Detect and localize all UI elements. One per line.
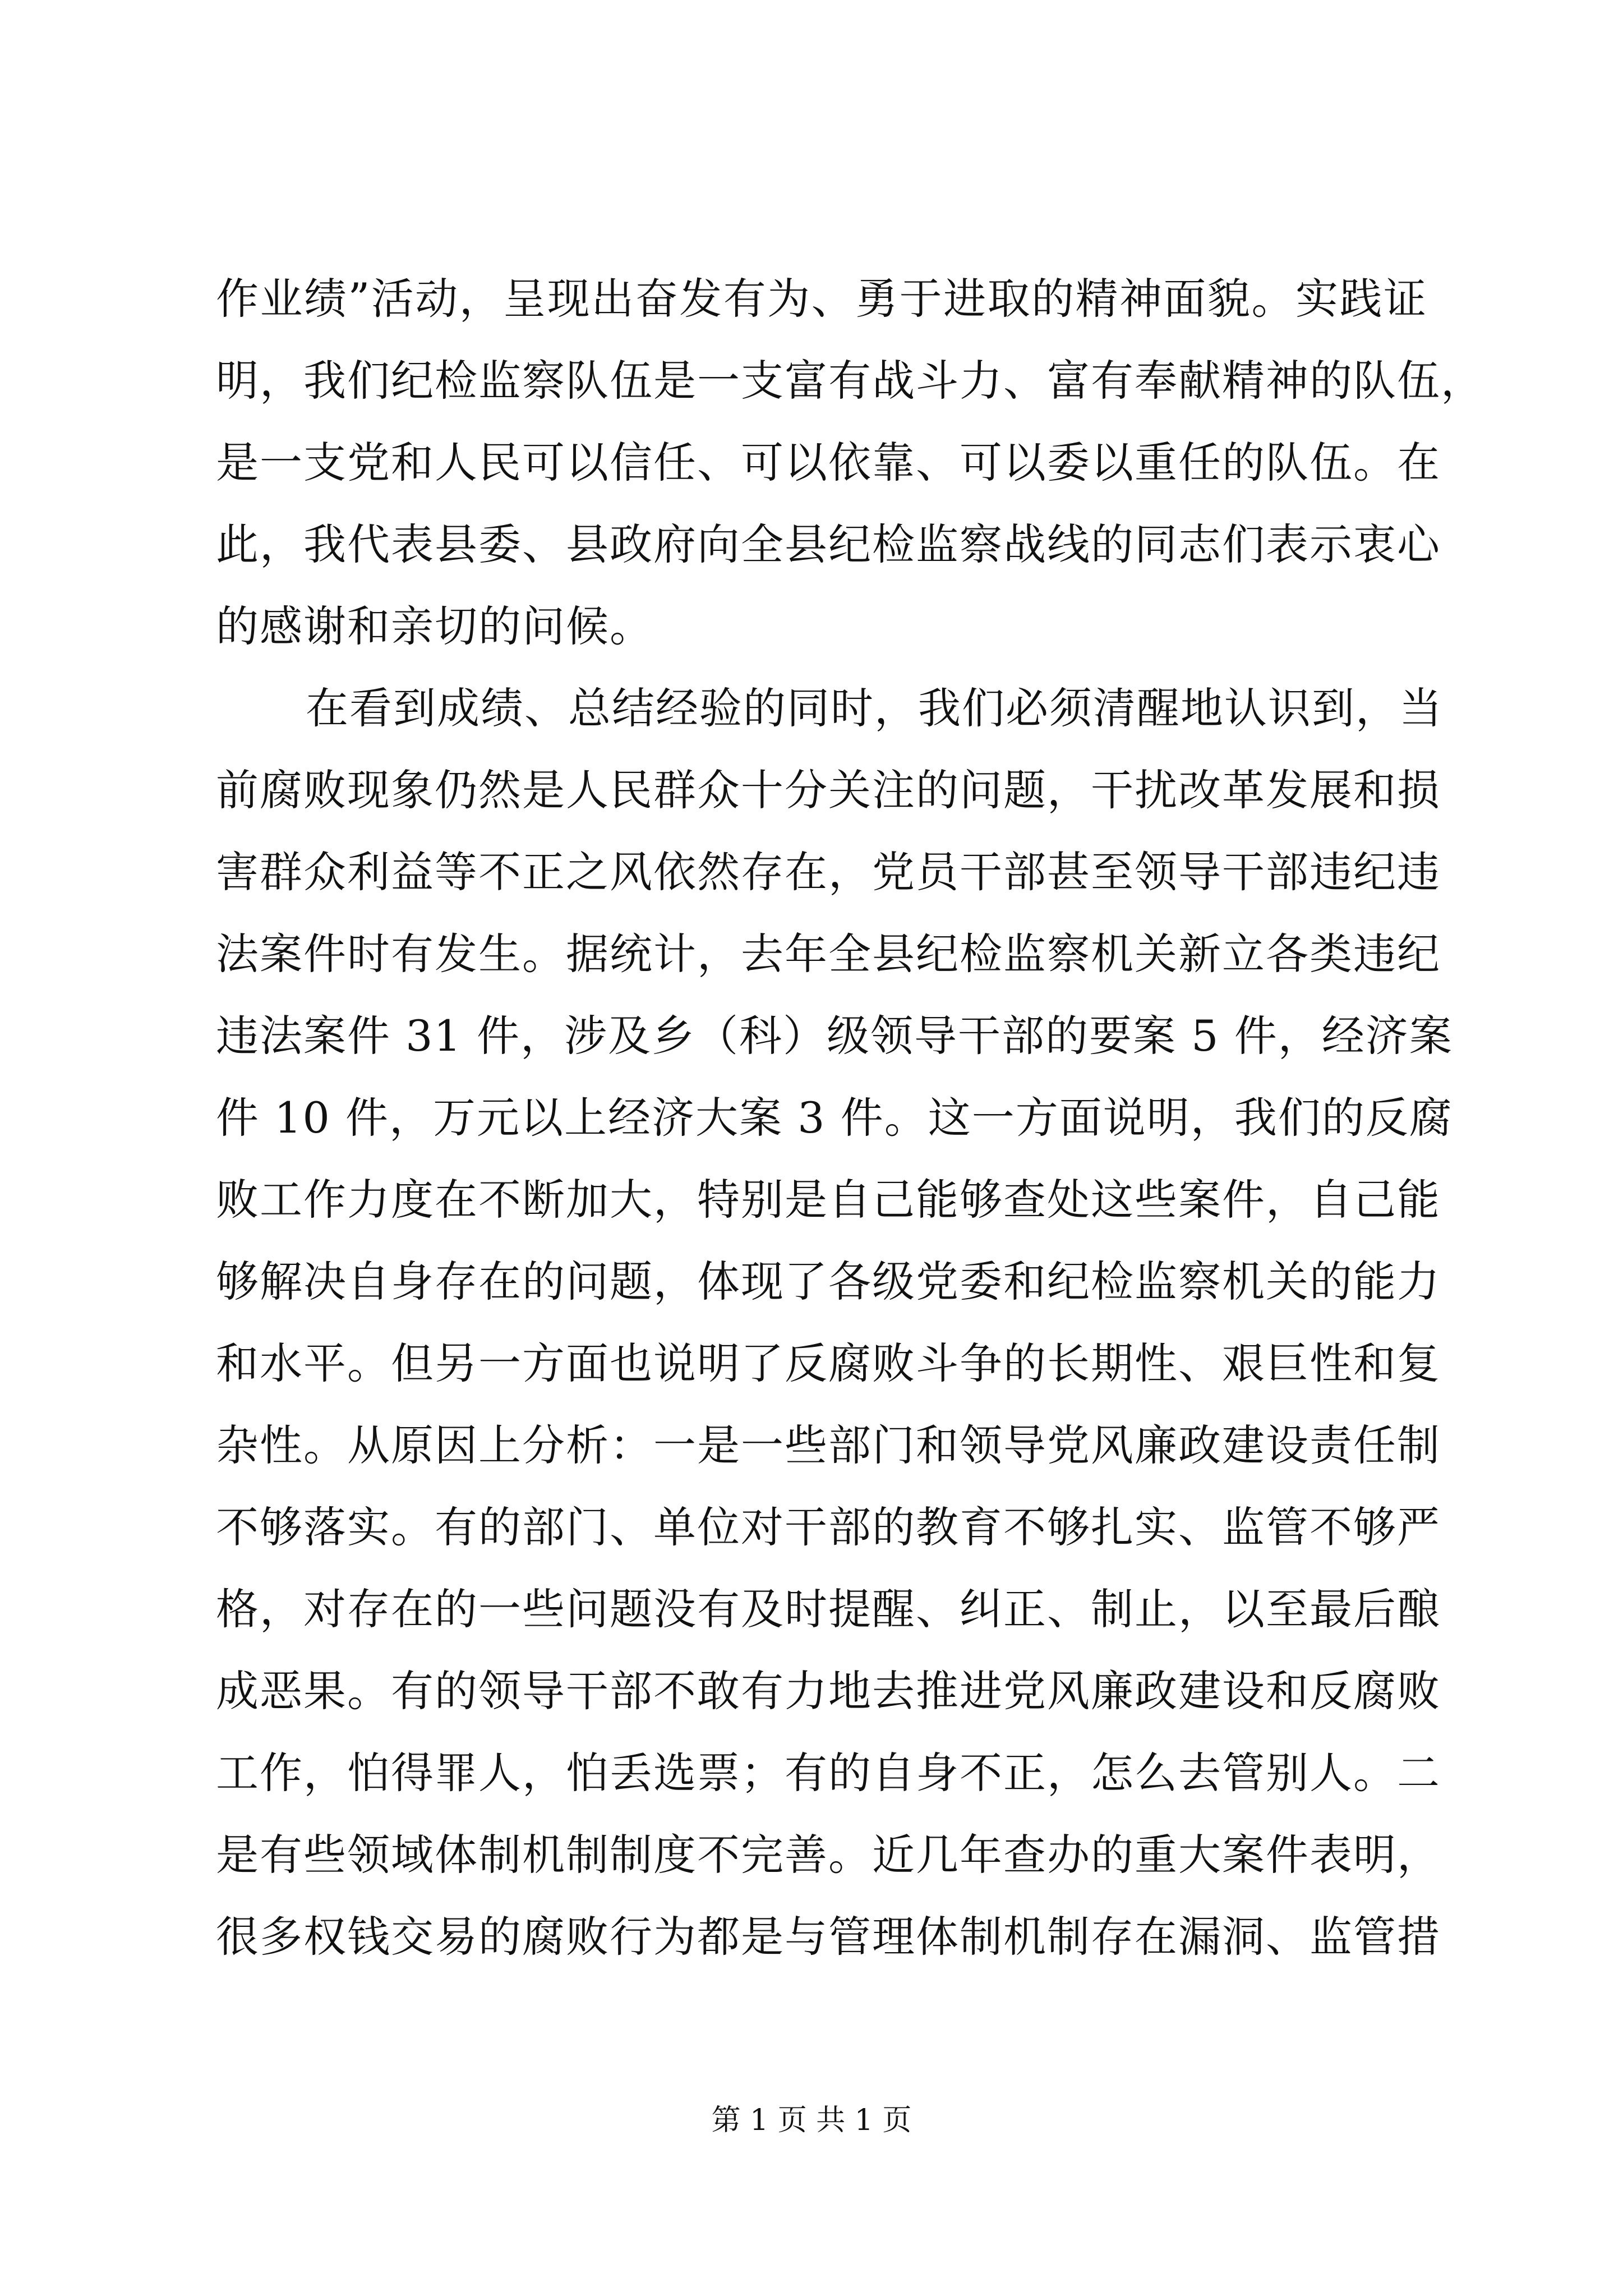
text-line: 法案件时有发生。据统计，去年全县纪检监察机关新立各类违纪 [216, 929, 1441, 979]
text-line: 够解决自身存在的问题，体现了各级党委和纪检监察机关的能力 [216, 1257, 1441, 1306]
text-line: 明，我们纪检监察队伍是一支富有战斗力、富有奉献精神的队伍， [216, 356, 1484, 406]
text-line: 在看到成绩、总结经验的同时，我们必须清醒地认识到，当 [306, 683, 1443, 733]
text-line: 很多权钱交易的腐败行为都是与管理体制机制存在漏洞、监管措 [216, 1912, 1441, 1962]
text-line: 败工作力度在不断加大，特别是自己能够查处这些案件，自己能 [216, 1175, 1441, 1225]
text-line: 不够落实。有的部门、单位对干部的教育不够扎实、监管不够严 [216, 1502, 1441, 1552]
text-line: 作业绩”活动，呈现出奋发有为、勇于进取的精神面貌。实践证 [216, 274, 1427, 324]
body-text [216, 258, 1484, 1978]
text-line: 成恶果。有的领导干部不敢有力地去推进党风廉政建设和反腐败 [216, 1666, 1441, 1716]
text-line: 此，我代表县委、县政府向全县纪检监察战线的同志们表示衷心 [216, 519, 1441, 569]
page-footer: 第 1 页 共 1 页 [711, 2104, 912, 2137]
text-line: 违法案件 31 件，涉及乡（科）级领导干部的要案 5 件，经济案 [216, 1011, 1453, 1061]
text-line: 是一支党和人民可以信任、可以依靠、可以委以重任的队伍。在 [216, 438, 1441, 487]
text-line: 是有些领域体制机制制度不完善。近几年查办的重大案件表明， [216, 1830, 1441, 1880]
text-line: 的感谢和亲切的问候。 [216, 601, 653, 651]
text-line: 和水平。但另一方面也说明了反腐败斗争的长期性、艰巨性和复 [216, 1338, 1441, 1388]
text-line: 前腐败现象仍然是人民群众十分关注的问题，干扰改革发展和损 [216, 765, 1441, 815]
text-line: 格，对存在的一些问题没有及时提醒、纠正、制止，以至最后酿 [216, 1584, 1441, 1634]
text-line: 害群众利益等不正之风依然存在，党员干部甚至领导干部违纪违 [216, 847, 1441, 897]
text-line: 件 10 件，万元以上经济大案 3 件。这一方面说明，我们的反腐 [216, 1093, 1453, 1143]
text-line: 杂性。从原因上分析：一是一些部门和领导党风廉政建设责任制 [216, 1420, 1441, 1470]
text-line: 工作，怕得罪人，怕丢选票；有的自身不正，怎么去管别人。二 [216, 1748, 1441, 1798]
